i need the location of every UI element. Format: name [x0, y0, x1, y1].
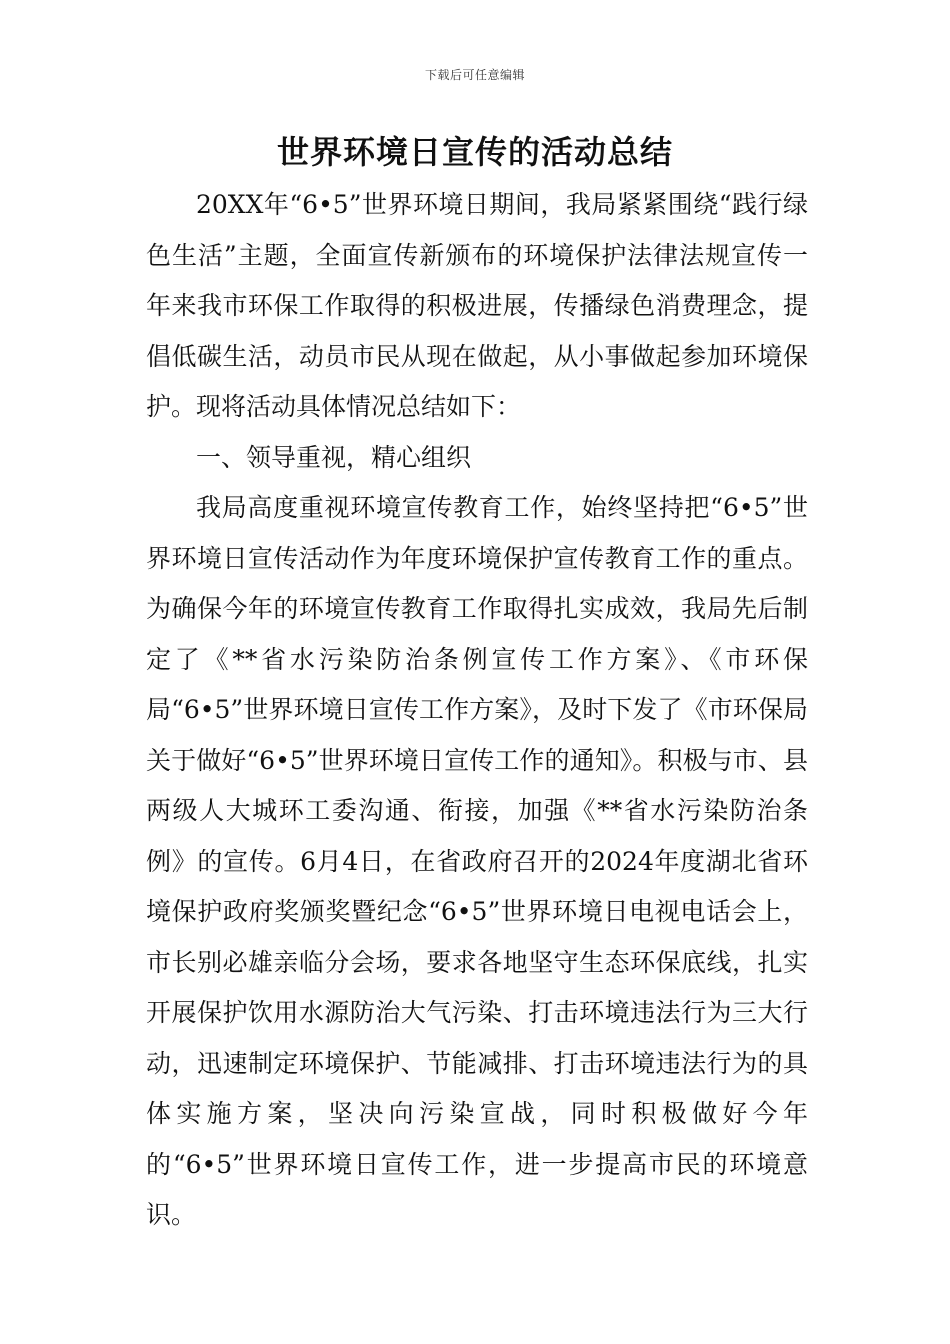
section-heading: 一、领导重视，精心组织	[196, 442, 472, 472]
header-note: 下载后可任意编辑	[424, 68, 525, 82]
document-title: 世界环境日宣传的活动总结	[276, 133, 673, 171]
intro-paragraph: 20XX年“6•5”世界环境日期间，我局紧紧围绕“践行绿色生活”主题，全面宣传新颁布的环境保护法律法规宣传一年来我市环保工作取得的积极进展，传播绿色消费理念，提倡低碳生活，动员市民从现在做起，从小事做起参加环境保护。现将活动具体情况总结如下：	[146, 190, 808, 421]
document-body	[146, 180, 808, 1241]
section-paragraph: 我局高度重视环境宣传教育工作，始终坚持把“6•5”世界环境日宣传活动作为年度环境保护宣传教育工作的重点。为确保今年的环境宣传教育工作取得扎实成效，我局先后制定了《**省水污染防治条例宣传工作方案》、《市环保局“6•5”世界环境日宣传工作方案》，及时下发了《市环保局关于做好“6•5”世界环境日宣传工作的通知》。积极与市、县两级人大城环工委沟通、衔接，加强《**省水污染防治条例》的宣传。6月4日，在省政府召开的2024年度湖北省环境保护政府奖颁奖暨纪念“6•5”世界环境日电视电话会上，市长别必雄亲临分会场，要求各地坚守生态环保底线，扎实开展保护饮用水源防治大气污染、打击环境违法行为三大行动，迅速制定环境保护、节能减排、打击环境违法行为的具体实施方案，坚决向污染宣战，同时积极做好今年的“6•5”世界环境日宣传工作，进一步提高市民的环境意识。	[146, 493, 808, 1229]
